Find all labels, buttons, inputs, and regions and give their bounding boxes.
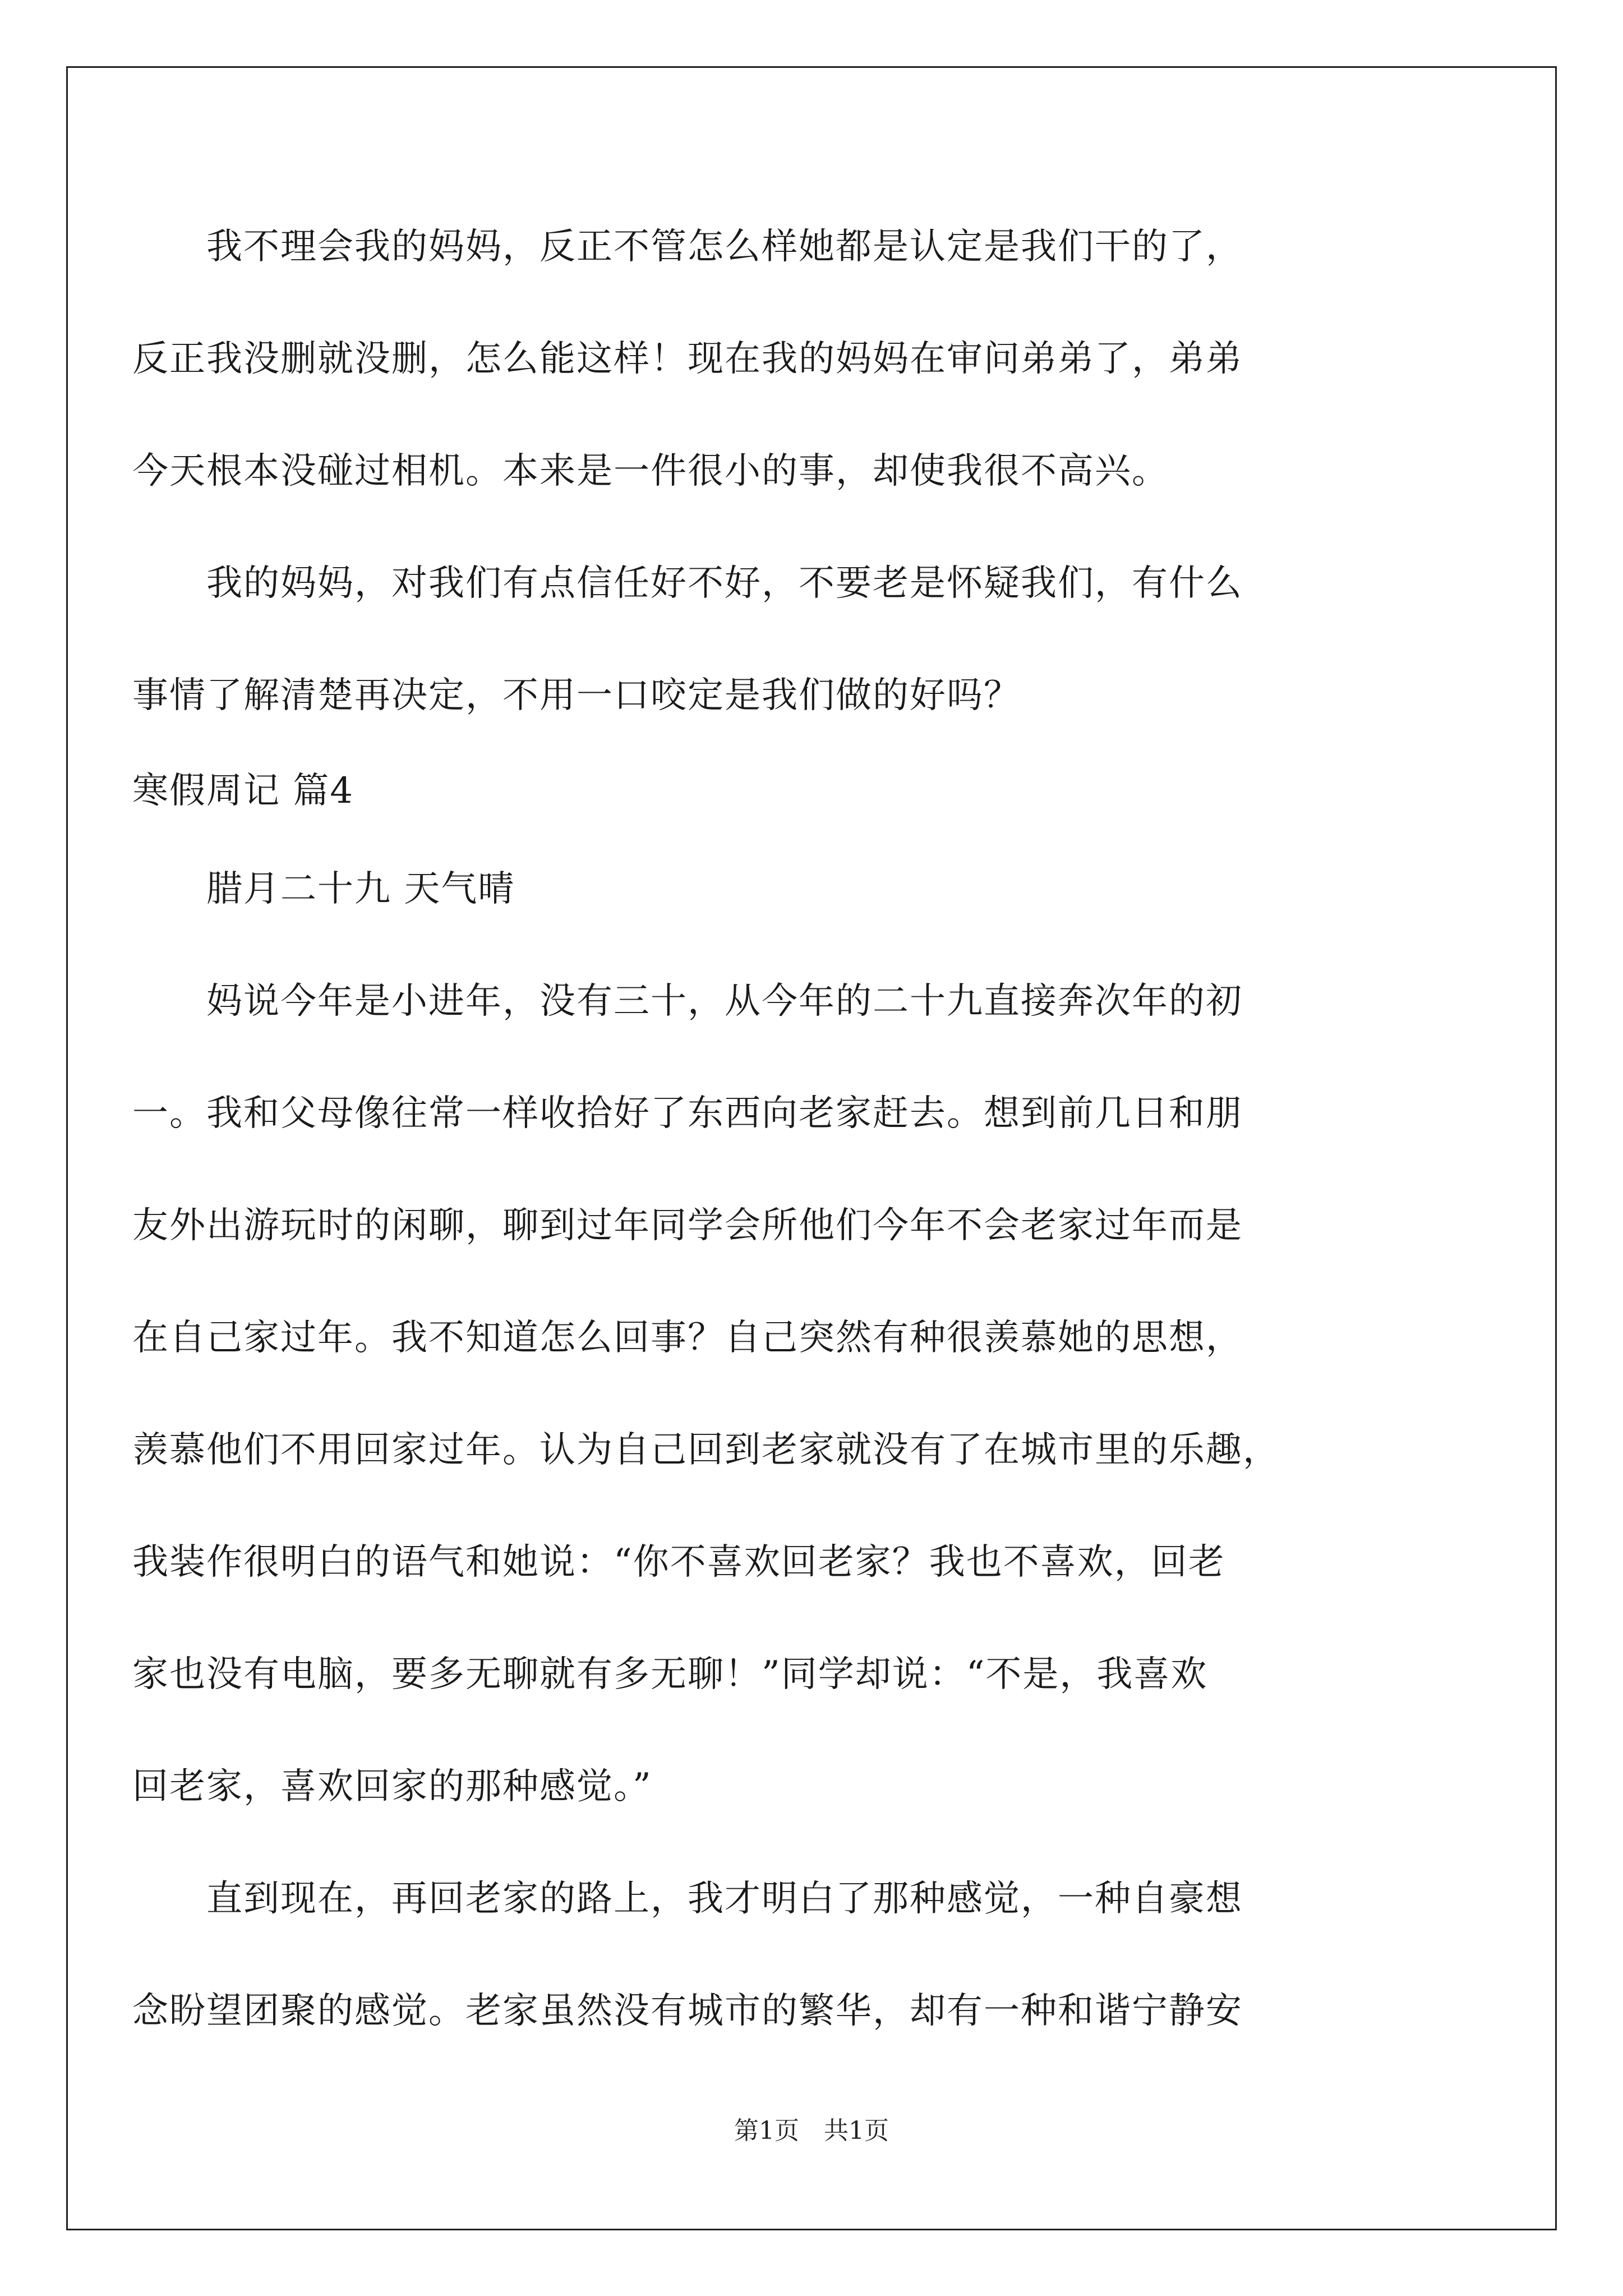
text-line: 我的妈妈，对我们有点信任好不好，不要老是怀疑我们，有什么 — [132, 563, 1243, 604]
text-line: 友外出游玩时的闲聊，聊到过年同学会所他们今年不会老家过年而是 — [132, 1205, 1243, 1246]
text-line: 回老家，喜欢回家的那种感觉。” — [132, 1766, 652, 1807]
text-line: 羡慕他们不用回家过年。认为自己回到老家就没有了在城市里的乐趣， — [132, 1429, 1280, 1471]
text-line: 家也没有电脑，要多无聊就有多无聊！”同学却说：“不是，我喜欢 — [132, 1654, 1208, 1695]
text-line: 今天根本没碰过相机。本来是一件很小的事，却使我很不高兴。 — [132, 450, 1169, 492]
text-line: 反正我没删就没删，怎么能这样！现在我的妈妈在审问弟弟了，弟弟 — [132, 338, 1243, 380]
text-line: 我不理会我的妈妈，反正不管怎么样她都是认定是我们干的了， — [132, 226, 1243, 268]
text-line: 直到现在，再回老家的路上，我才明白了那种感觉，一种自豪想 — [132, 1878, 1243, 1920]
text-line: 事情了解清楚再决定，不用一口咬定是我们做的好吗？ — [132, 675, 1021, 716]
text-line: 念盼望团聚的感觉。老家虽然没有城市的繁华，却有一种和谐宁静安 — [132, 1990, 1243, 2032]
text-line: 一。我和父母像往常一样收拾好了东西向老家赶去。想到前几日和朋 — [132, 1093, 1243, 1134]
page-footer: 第1页 共1页 — [734, 2116, 889, 2145]
section-heading: 寒假周记 篇4 — [132, 770, 354, 812]
text-line: 我装作很明白的语气和她说：“你不喜欢回老家？我也不喜欢，回老 — [132, 1542, 1225, 1583]
text-line: 妈说今年是小进年，没有三十，从今年的二十九直接奔次年的初 — [132, 981, 1243, 1022]
text-line: 在自己家过年。我不知道怎么回事？自己突然有种很羡慕她的思想， — [132, 1317, 1243, 1359]
text-line: 腊月二十九 天气晴 — [132, 868, 515, 910]
